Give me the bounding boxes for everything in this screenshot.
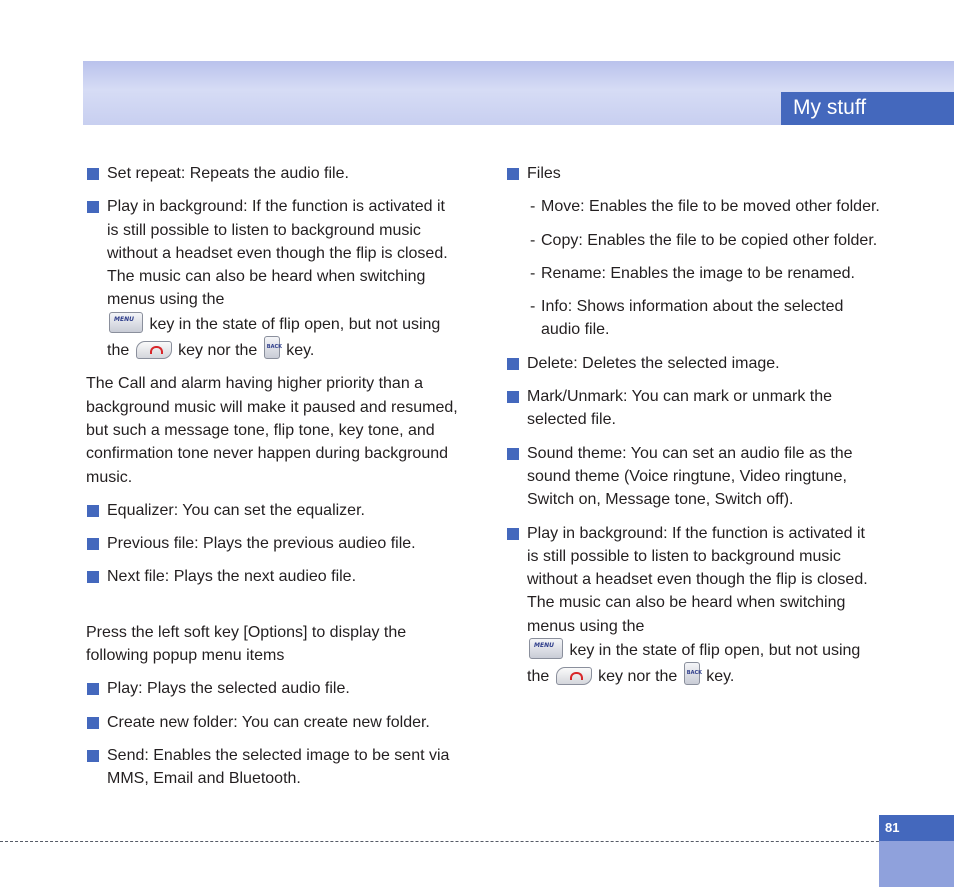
back-key-icon xyxy=(264,336,280,359)
bullet-equalizer xyxy=(86,499,458,522)
sub-item-text: Rename: Enables the image to be renamed. xyxy=(541,264,855,282)
bullet-square-icon xyxy=(87,201,99,213)
bullet-text: Files xyxy=(527,165,561,182)
bullet-delete xyxy=(506,352,880,375)
bullet-create-new-folder xyxy=(86,711,458,734)
sub-item-text: Copy: Enables the file to be copied other folder. xyxy=(541,231,878,249)
sub-item-text: Info: Shows information about the selected audio file. xyxy=(541,298,844,339)
bullet-text: Previous file: Plays the previous audieo file. xyxy=(107,535,416,553)
bullet-square-icon xyxy=(507,168,519,180)
bullet-square-icon xyxy=(87,571,99,583)
menu-key-icon xyxy=(529,638,563,659)
menu-key-label: MENU xyxy=(534,642,554,650)
bullet-text: Delete: Deletes the selected image. xyxy=(527,354,780,372)
bullet-square-icon xyxy=(87,505,99,517)
back-key-icon xyxy=(684,662,700,685)
bullet-square-icon xyxy=(507,528,519,540)
end-call-key-icon xyxy=(136,341,172,359)
bullet-text: Play in background: If the function is activated it is still possible to listen to background music without a headset even though the flip is closed. The music can also be heard when switching menus using the xyxy=(107,198,448,309)
bullet-square-icon xyxy=(507,358,519,370)
back-key-label: BACK xyxy=(266,344,282,351)
sub-item-copy xyxy=(506,229,880,252)
bullet-sound-theme xyxy=(506,442,880,512)
left-column xyxy=(86,162,458,801)
bullet-square-icon xyxy=(87,717,99,729)
bullet-text: key. xyxy=(286,342,315,360)
menu-key-label: MENU xyxy=(114,315,134,323)
bullet-text: Set repeat: Repeats the audio file. xyxy=(107,165,349,182)
back-key-label: BACK xyxy=(686,670,702,677)
dash-marker: - xyxy=(530,231,536,249)
bullet-text: Next file: Plays the next audieo file. xyxy=(107,568,357,586)
bullet-square-icon xyxy=(507,448,519,460)
bullet-text: Equalizer: You can set the equalizer. xyxy=(107,501,365,519)
bullet-text: Send: Enables the selected image to be sent via MMS, Email and Bluetooth. xyxy=(107,746,450,788)
dash-marker: - xyxy=(530,298,536,316)
bullet-square-icon xyxy=(87,683,99,695)
bullet-text: Play in background: If the function is activated it is still possible to listen to background music without a headset even though the flip is closed. The music can also be heard when switching menus using the xyxy=(527,524,868,635)
bullet-text: Mark/Unmark: You can mark or unmark the selected file. xyxy=(527,388,833,429)
bullet-play-in-background xyxy=(86,195,458,362)
sub-item-text: Move: Enables the file to be moved other folder. xyxy=(541,198,880,216)
bullet-send xyxy=(86,744,458,791)
priority-paragraph: The Call and alarm having higher priority than a background music will make it paused and resumed, but such a message tone, flip tone, key tone, and confirmation tone never happen during background music. xyxy=(86,375,458,486)
bullet-mark-unmark xyxy=(506,385,880,432)
bullet-text: key in the state of flip open, but not using the xyxy=(527,642,861,686)
bullet-text: Play: Plays the selected audio file. xyxy=(107,680,350,698)
sub-item-info xyxy=(506,295,880,342)
bullet-text: key. xyxy=(706,668,735,686)
bullet-square-icon xyxy=(87,750,99,762)
page-number: 81 xyxy=(885,820,900,835)
bullet-play-in-background xyxy=(506,522,880,689)
bullet-previous-file xyxy=(86,532,458,555)
bullet-text: key nor the xyxy=(178,342,258,360)
sub-item-rename xyxy=(506,262,880,285)
bullet-set-repeat xyxy=(86,162,458,185)
options-paragraph: Press the left soft key [Options] to display the following popup menu items xyxy=(86,623,407,665)
bullet-text: Create new folder: You can create new folder. xyxy=(107,713,430,731)
right-column xyxy=(506,162,880,699)
bullet-text: key in the state of flip open, but not using the xyxy=(107,315,441,360)
bullet-files xyxy=(506,162,880,185)
dash-marker: - xyxy=(530,264,536,282)
bullet-play xyxy=(86,677,458,700)
bullet-square-icon xyxy=(507,391,519,403)
bullet-square-icon xyxy=(87,168,99,180)
menu-key-icon xyxy=(109,312,143,333)
bullet-square-icon xyxy=(87,538,99,550)
bullet-next-file xyxy=(86,565,458,588)
dash-marker: - xyxy=(530,198,536,216)
sub-item-move xyxy=(506,195,880,218)
bullet-text: key nor the xyxy=(598,668,678,686)
footer-dashed-line xyxy=(0,841,954,842)
end-call-key-icon xyxy=(556,667,592,685)
bullet-text: Sound theme: You can set an audio file as the sound theme (Voice ringtune, Video ringtune, Switch on, Message tone, Switch off). xyxy=(527,444,853,509)
section-title: My stuff xyxy=(781,92,954,125)
